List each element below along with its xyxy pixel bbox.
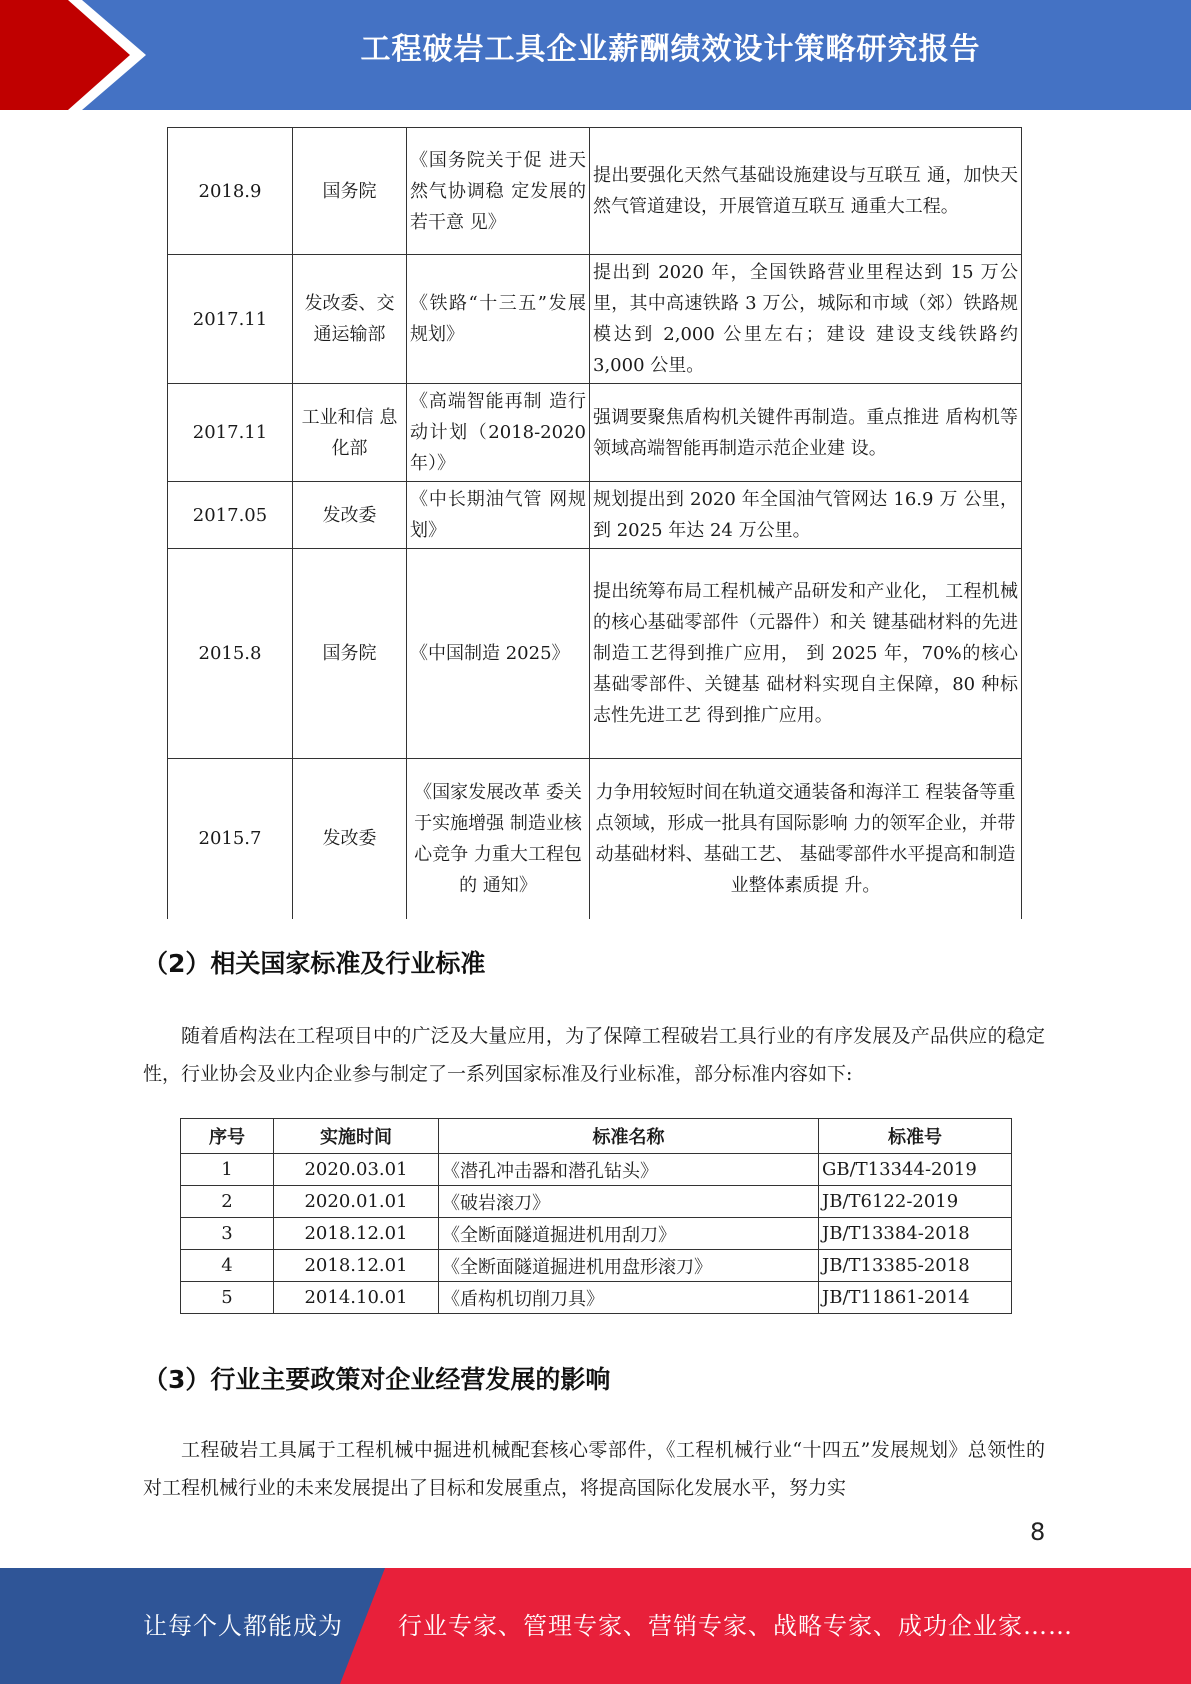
footer-slogan-left: 让每个人都能成为 [143,1612,343,1640]
footer-slogan-right: 行业专家、管理专家、营销专家、战略专家、成功企业家…… [398,1612,1073,1640]
policy-document: 《高端智能再制 造行动计划（2018-2020 年）》 [407,384,590,482]
policy-table [167,127,1022,919]
policy-date: 2018.9 [168,128,293,255]
policy-issuer: 工业和信 息化部 [293,384,407,482]
table-row [168,255,1022,384]
policy-document: 《铁路“十三五”发展规划》 [407,255,590,384]
policy-content: 提出要强化天然气基础设施建设与互联互 通，加快天然气管道建设，开展管道互联互 通重大工程。 [590,128,1022,255]
page-number: 8 [1030,1518,1046,1546]
standard-code: JB/T13385-2018 [819,1250,1012,1282]
column-header-name: 标准名称 [439,1119,819,1154]
policy-issuer: 发改委 [293,759,407,919]
table-row [168,384,1022,482]
standard-date: 2020.03.01 [274,1154,439,1186]
standard-index: 4 [181,1250,274,1282]
column-header-date: 实施时间 [274,1119,439,1154]
policy-date: 2017.11 [168,384,293,482]
standard-index: 1 [181,1154,274,1186]
table-row [181,1154,1012,1186]
standard-code: JB/T11861-2014 [819,1282,1012,1314]
policy-issuer: 国务院 [293,128,407,255]
policy-content: 规划提出到 2020 年全国油气管网达 16.9 万 公里，到 2025 年达 24 万公里。 [590,482,1022,549]
policy-content: 力争用较短时间在轨道交通装备和海洋工 程装备等重点领域，形成一批具有国际影响 力的领军企业，并带动基础材料、基础工艺、 基础零部件水平提高和制造业整体素质提 升。 [590,759,1022,919]
policy-document: 《国务院关于促 进天然气协调稳 定发展的若干意 见》 [407,128,590,255]
standard-date: 2020.01.01 [274,1186,439,1218]
standard-date: 2018.12.01 [274,1250,439,1282]
policy-date: 2017.05 [168,482,293,549]
standard-index: 5 [181,1282,274,1314]
header-title: 工程破岩工具企业薪酬绩效设计策略研究报告 [360,32,981,67]
table-row [181,1250,1012,1282]
table-row [168,549,1022,759]
standard-name: 《潜孔冲击器和潜孔钻头》 [439,1154,819,1186]
policy-issuer: 发改委 [293,482,407,549]
page-header [0,0,1191,110]
table-row [168,482,1022,549]
section-heading-policy-impact: （3）行业主要政策对企业经营发展的影响 [143,1365,611,1394]
policy-issuer: 国务院 [293,549,407,759]
standard-name: 《全断面隧道掘进机用盘形滚刀》 [439,1250,819,1282]
standard-name: 《破岩滚刀》 [439,1186,819,1218]
policy-content: 强调要聚焦盾构机关键件再制造。重点推进 盾构机等领域高端智能再制造示范企业建 设。 [590,384,1022,482]
table-row [181,1282,1012,1314]
policy-document: 《国家发展改革 委关于实施增强 制造业核心竞争 力重大工程包的 通知》 [407,759,590,919]
table-row [168,128,1022,255]
table-header-row [181,1119,1012,1154]
standard-code: JB/T13384-2018 [819,1218,1012,1250]
policy-document: 《中长期油气管 网规划》 [407,482,590,549]
standard-name: 《盾构机切削刀具》 [439,1282,819,1314]
standard-code: JB/T6122-2019 [819,1186,1012,1218]
policy-content: 提出统筹布局工程机械产品研发和产业化， 工程机械的核心基础零部件（元器件）和关 键基础材料的先进制造工艺得到推广应用， 到 2025 年，70%的核心基础零部件、关键基 础材料实现自主保障，80 种标志性先进工艺 得到推广应用。 [590,549,1022,759]
paragraph-policy-impact: 工程破岩工具属于工程机械中掘进机械配套核心零部件，《工程机械行业“十四五”发展规划》总领性的对工程机械行业的未来发展提出了目标和发展重点，将提高国际化发展水平，努力实 [143,1439,1045,1499]
policy-date: 2015.8 [168,549,293,759]
column-header-code: 标准号 [819,1119,1012,1154]
policy-date: 2017.11 [168,255,293,384]
column-header-index: 序号 [181,1119,274,1154]
table-row [181,1186,1012,1218]
table-row [168,759,1022,919]
policy-issuer: 发改委、交通运输部 [293,255,407,384]
standard-code: GB/T13344-2019 [819,1154,1012,1186]
policy-content: 提出到 2020 年，全国铁路营业里程达到 15 万公里，其中高速铁路 3 万公，城际和市域（郊）铁路规模达到 2,000 公里左右；建设 建设支线铁路约 3,000 公里。 [590,255,1022,384]
standard-date: 2018.12.01 [274,1218,439,1250]
policy-date: 2015.7 [168,759,293,919]
standard-index: 2 [181,1186,274,1218]
standard-date: 2014.10.01 [274,1282,439,1314]
standard-name: 《全断面隧道掘进机用刮刀》 [439,1218,819,1250]
table-row [181,1218,1012,1250]
standards-table [180,1118,1012,1314]
standard-index: 3 [181,1218,274,1250]
policy-document: 《中国制造 2025》 [407,549,590,759]
paragraph-standards-intro: 随着盾构法在工程项目中的广泛及大量应用，为了保障工程破岩工具行业的有序发展及产品供应的稳定性，行业协会及业内企业参与制定了一系列国家标准及行业标准，部分标准内容如下: [143,1025,1045,1085]
section-heading-standards: （2）相关国家标准及行业标准 [143,949,486,978]
